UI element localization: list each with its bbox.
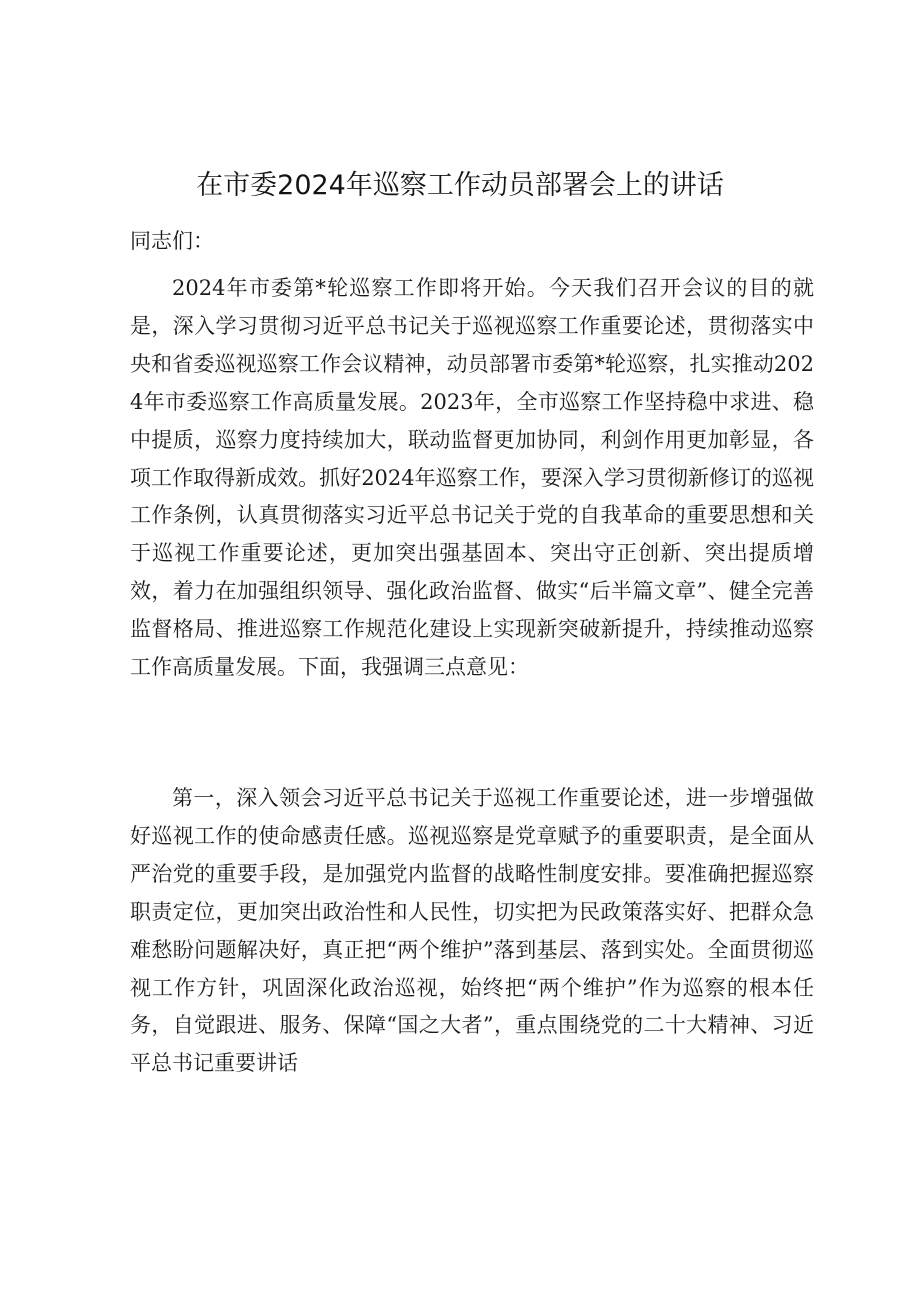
salutation: 同志们： xyxy=(130,229,214,253)
document-title: 在市委2024年巡察工作动员部署会上的讲话 xyxy=(196,170,724,201)
body-paragraph-intro: 2024年市委第*轮巡察工作即将开始。今天我们召开会议的目的就是，深入学习贯彻习近平总书记关于巡视巡察工作重要论述，贯彻落实中央和省委巡视巡察工作会议精神，动员部署市委第*轮巡察，扎实推动2024年市委巡察工作高质量发展。2023年，全市巡察工作坚持稳中求进、稳中提质，巡察力度持续加大，联动监督更加协同，利剑作用更加彰显，各项工作取得新成效。抓好2024年巡察工作，要深入学习贯彻新修订的巡视工作条例，认真贯彻落实习近平总书记关于党的自我革命的重要思想和关于巡视工作重要论述，更加突出强基固本、突出守正创新、突出提质增效，着力在加强组织领导、强化政治监督、做实“后半篇文章”、健全完善监督格局、推进巡察工作规范化建设上实现新突破新提升，持续推动巡察工作高质量发展。下面，我强调三点意见： xyxy=(130,276,814,680)
body-paragraph-first-point: 第一，深入领会习近平总书记关于巡视工作重要论述，进一步增强做好巡视工作的使命感责任感。巡视巡察是党章赋予的重要职责，是全面从严治党的重要手段，是加强党内监督的战略性制度安排。要准确把握巡察职责定位，更加突出政治性和人民性，切实把为民政策落实好、把群众急难愁盼问题解决好，真正把“两个维护”落到基层、落到实处。全面贯彻巡视工作方针，巩固深化政治巡视，始终把“两个维护”作为巡察的根本任务，自觉跟进、服务、保障“国之大者”，重点围绕党的二十大精神、习近平总书记重要讲话 xyxy=(130,786,814,1076)
